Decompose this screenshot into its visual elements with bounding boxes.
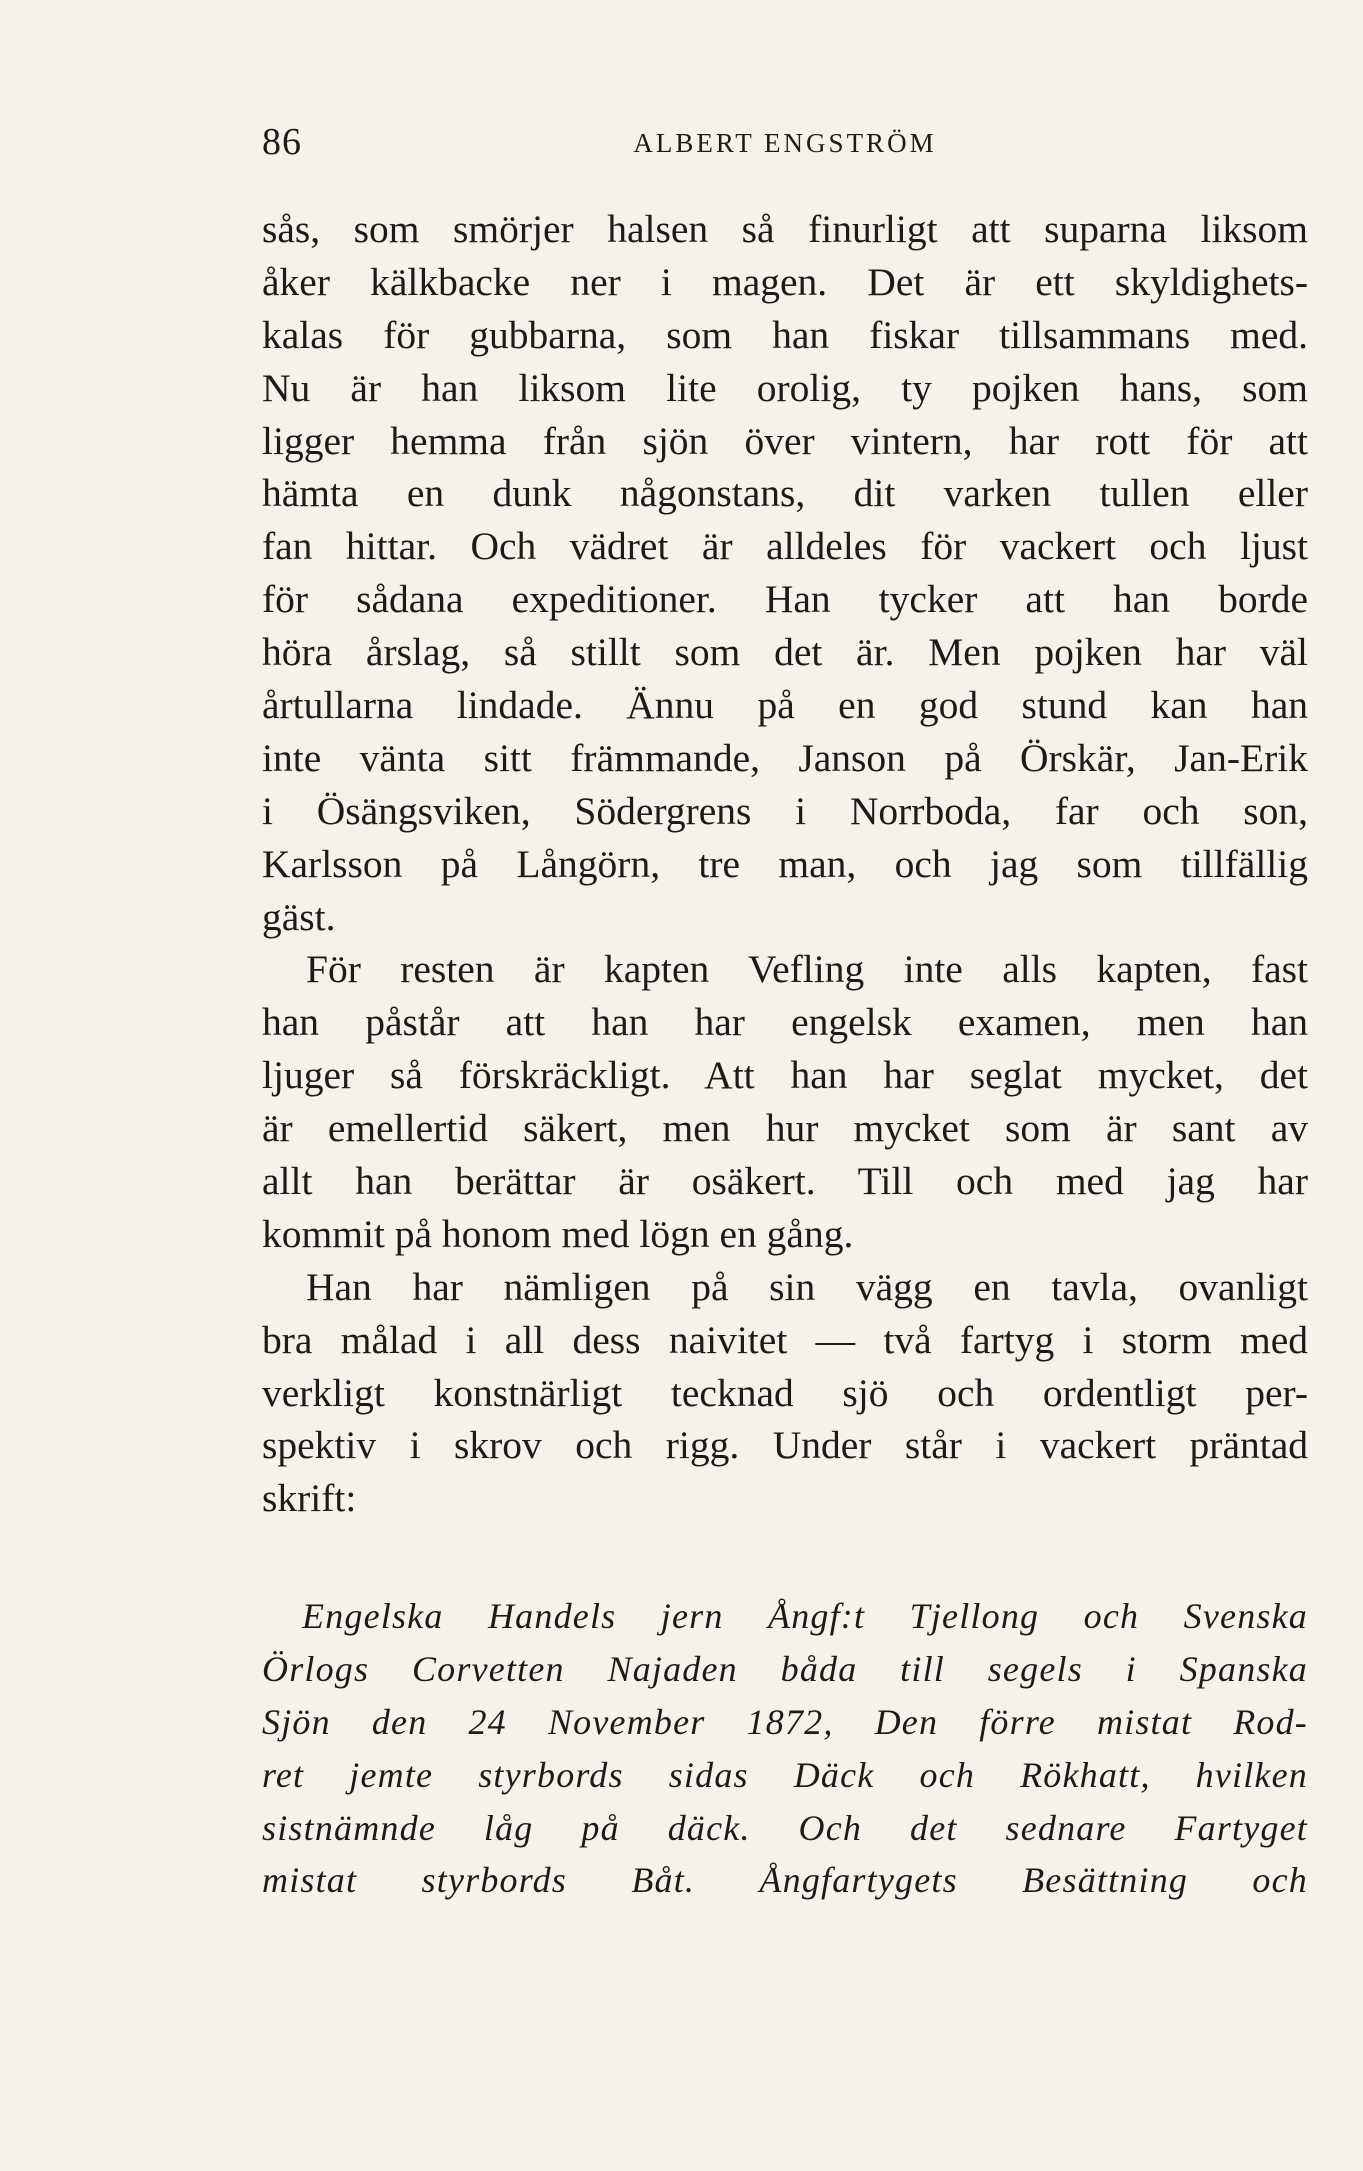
quote-line: Sjön den 24 November 1872, Den förre mistat Rod- [262, 1701, 1308, 1742]
text-line: hämta en dunk någonstans, dit varken tullen eller [262, 471, 1308, 516]
text-line: åker kälkbacke ner i magen. Det är ett skyldighets- [262, 259, 1308, 304]
text-line: Karlsson på Långörn, tre man, och jag som tillfällig [262, 841, 1308, 886]
text-line: allt han berättar är osäkert. Till och med jag har [262, 1159, 1308, 1204]
text-line: inte vänta sitt främmande, Janson på Örskär, Jan-Erik [262, 735, 1308, 780]
text-line: ljuger så förskräckligt. Att han har seglat mycket, det [262, 1053, 1308, 1098]
text-line: i Ösängsviken, Södergrens i Norrboda, far och son, [262, 788, 1308, 833]
quote-line: Engelska Handels jern Ångf:t Tjellong och Svenska [302, 1596, 1308, 1636]
text-line: gäst. [262, 894, 336, 939]
text-line: för sådana expeditioner. Han tycker att han borde [262, 577, 1308, 622]
text-line: årtullarna lindade. Ännu på en god stund kan han [262, 683, 1308, 728]
quote-line: Örlogs Corvetten Najaden båda till segels i Spanska [262, 1648, 1308, 1689]
quoted-inscription [262, 1590, 1308, 1907]
text-line: han påstår att han har engelsk examen, men han [262, 1000, 1308, 1045]
text-line: kommit på honom med lögn en gång. [262, 1211, 854, 1256]
text-line: fan hittar. Och vädret är alldeles för vackert och ljust [262, 524, 1308, 569]
paragraph-first-line: För resten är kapten Vefling inte alls kapten, fast [306, 947, 1308, 992]
page-number: 86 [262, 121, 302, 163]
quote-line: sistnämnde låg på däck. Och det sednare Fartyget [262, 1807, 1308, 1848]
quote-line: ret jemte styrbords sidas Däck och Rökhatt, hvilken [262, 1754, 1308, 1795]
text-line: spektiv i skrov och rigg. Under står i vackert präntad [262, 1423, 1308, 1468]
text-line: sås, som smörjer halsen så finurligt att suparna liksom [262, 207, 1308, 251]
quote-line: mistat styrbords Båt. Ångfartygets Besättning och [262, 1860, 1308, 1901]
text-line: kalas för gubbarna, som han fiskar tillsammans med. [262, 312, 1308, 357]
text-line: Nu är han liksom lite orolig, ty pojken hans, som [262, 365, 1308, 410]
running-title: ALBERT ENGSTRÖM [633, 128, 937, 158]
text-line: ligger hemma från sjön över vintern, har rott för att [262, 418, 1308, 463]
text-line: bra målad i all dess naivitet — två fartyg i storm med [262, 1317, 1308, 1362]
running-head [262, 120, 1308, 180]
paragraph-first-line: Han har nämligen på sin vägg en tavla, ovanligt [306, 1264, 1308, 1309]
text-line: är emellertid säkert, men hur mycket som är sant av [262, 1106, 1308, 1151]
text-line: verkligt konstnärligt tecknad sjö och ordentligt per- [262, 1370, 1308, 1415]
body-text [262, 203, 1308, 1525]
text-line: höra årslag, så stillt som det är. Men pojken har väl [262, 630, 1308, 675]
text-line: skrift: [262, 1476, 357, 1521]
